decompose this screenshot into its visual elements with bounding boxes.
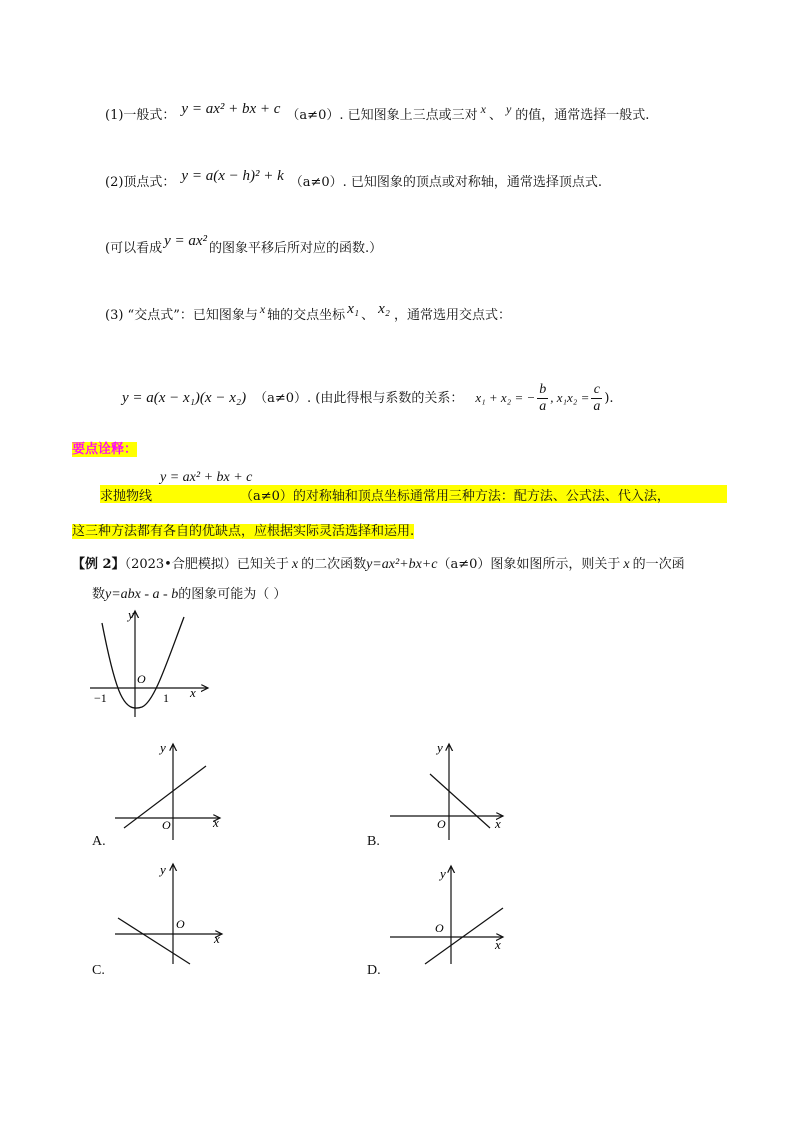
note-line-2 [72,520,414,539]
fraction-numerator: b [539,382,547,397]
general-form-formula: y = ax² + bx + c [181,101,281,117]
translation-note-line [105,233,383,257]
parabola-curve [102,617,184,708]
intercept-prefix: (3) “交点式”：已知图象与 [105,308,258,323]
general-form-prefix: (1)一般式： [105,108,176,123]
note-text-2: 这三种方法都有各自的优缺点，应根据实际灵活选择和运用. [72,524,415,539]
tick-pos-one: 1 [163,691,169,705]
example-line-1 [72,553,685,573]
x-axis-label: x [495,937,501,952]
x-axis-label: x [213,815,219,830]
option-c-label[interactable]: C. [92,963,105,978]
line-graph [425,908,503,964]
option-c-graph [110,860,230,965]
var-x: x [480,102,486,116]
fraction-c-over-a [591,382,602,415]
option-d-graph [385,860,515,965]
general-form-line [105,101,650,124]
example-linear-function: y=abx - a - b [105,587,179,602]
tick-neg-one: −1 [94,691,107,705]
example-t1: 的二次函数 [301,557,367,572]
vertex-form-line [105,168,603,191]
y-axis-label: y [160,740,166,755]
intercept-condition: （a≠0） [254,391,307,406]
note-formula [160,470,252,486]
translation-prefix: (可以看成 [105,241,163,256]
origin-label: O [435,921,444,935]
vertex-form-formula: y = a(x − h)² + k [181,168,284,184]
general-form-text: . 已知图象上三点或三对 [339,108,478,123]
option-b-label[interactable]: B. [367,834,380,849]
y-axis-label: y [128,607,134,622]
x-axis-label: x [190,685,196,700]
vieta-product: , x₁x₂ = [550,390,590,405]
separator: 、 [361,308,375,323]
var-y: y [505,102,512,116]
origin-label: O [437,817,446,831]
root-x1: x₁ [347,301,360,317]
vieta-end: ). [604,391,614,406]
vertex-form-condition: （a≠0） [289,175,343,190]
separator: 、 [488,108,502,123]
fraction-denominator: a [539,399,547,414]
vertex-form-suffix: . 已知图象的顶点或对称轴，通常选择顶点式. [342,175,603,190]
note-title [72,438,137,457]
fraction-denominator: a [593,399,601,414]
parabola-graph [88,605,218,725]
var-x: x [259,302,266,316]
example-line2-suffix: 的图象可能为（ ） [178,587,287,602]
fraction-numerator: c [591,382,602,399]
general-form-suffix: 的值，通常选择一般式. [515,108,650,123]
example-t3: 的一次函 [632,557,685,572]
vieta-sum: x₁ + x₂ = − [475,390,536,405]
note-text-1: （a≠0）的对称轴和顶点坐标通常用三种方法：配方法、公式法、代入法， [240,489,670,504]
intercept-suffix: ，通常选用交点式： [393,308,511,323]
var-x: x [623,557,630,572]
y-axis-label: y [440,866,446,881]
option-a-label[interactable]: A. [92,834,106,849]
y-axis-label: y [437,740,443,755]
general-form-condition: （a≠0） [286,108,340,123]
fraction-b-over-a [537,382,548,415]
translation-suffix: 的图象平移后所对应的函数.） [209,241,383,256]
origin-label: O [176,917,185,931]
example-line2-pre: 数 [92,587,106,602]
intercept-form-line [105,301,511,324]
note-line-1 [100,485,727,503]
origin-label: O [162,818,171,832]
option-a-graph [110,740,230,840]
example-line-2 [92,583,286,603]
x-axis-label: x [214,931,220,946]
vertex-form-prefix: (2)顶点式： [105,175,176,190]
note-formula-text: y = ax² + bx + c [160,470,253,485]
vieta-text: . (由此得根与系数的关系： [307,391,464,406]
note-title-text: 要点诠释： [72,442,138,457]
example-t2: （a≠0）图象如图所示，则关于 [437,557,621,572]
example-function: y=ax²+bx+c [366,557,438,572]
option-d-label[interactable]: D. [367,963,381,978]
root-x2: x₂ [378,301,390,317]
intercept-formula-line [122,382,614,415]
option-b-graph [385,740,515,840]
intercept-formula: y = a(x − x₁)(x − x₂) [122,390,247,406]
x-axis-label: x [495,816,501,831]
intercept-mid: 轴的交点坐标 [267,308,346,323]
var-x: x [291,557,299,572]
y-axis-label: y [160,862,166,877]
example-tag: 【例 2】 [72,557,125,572]
origin-label: O [137,672,146,686]
note-prefix: 求抛物线 [100,489,153,504]
example-source: （2023•合肥模拟）已知关于 [124,557,289,572]
translation-formula: y = ax² [164,233,208,249]
